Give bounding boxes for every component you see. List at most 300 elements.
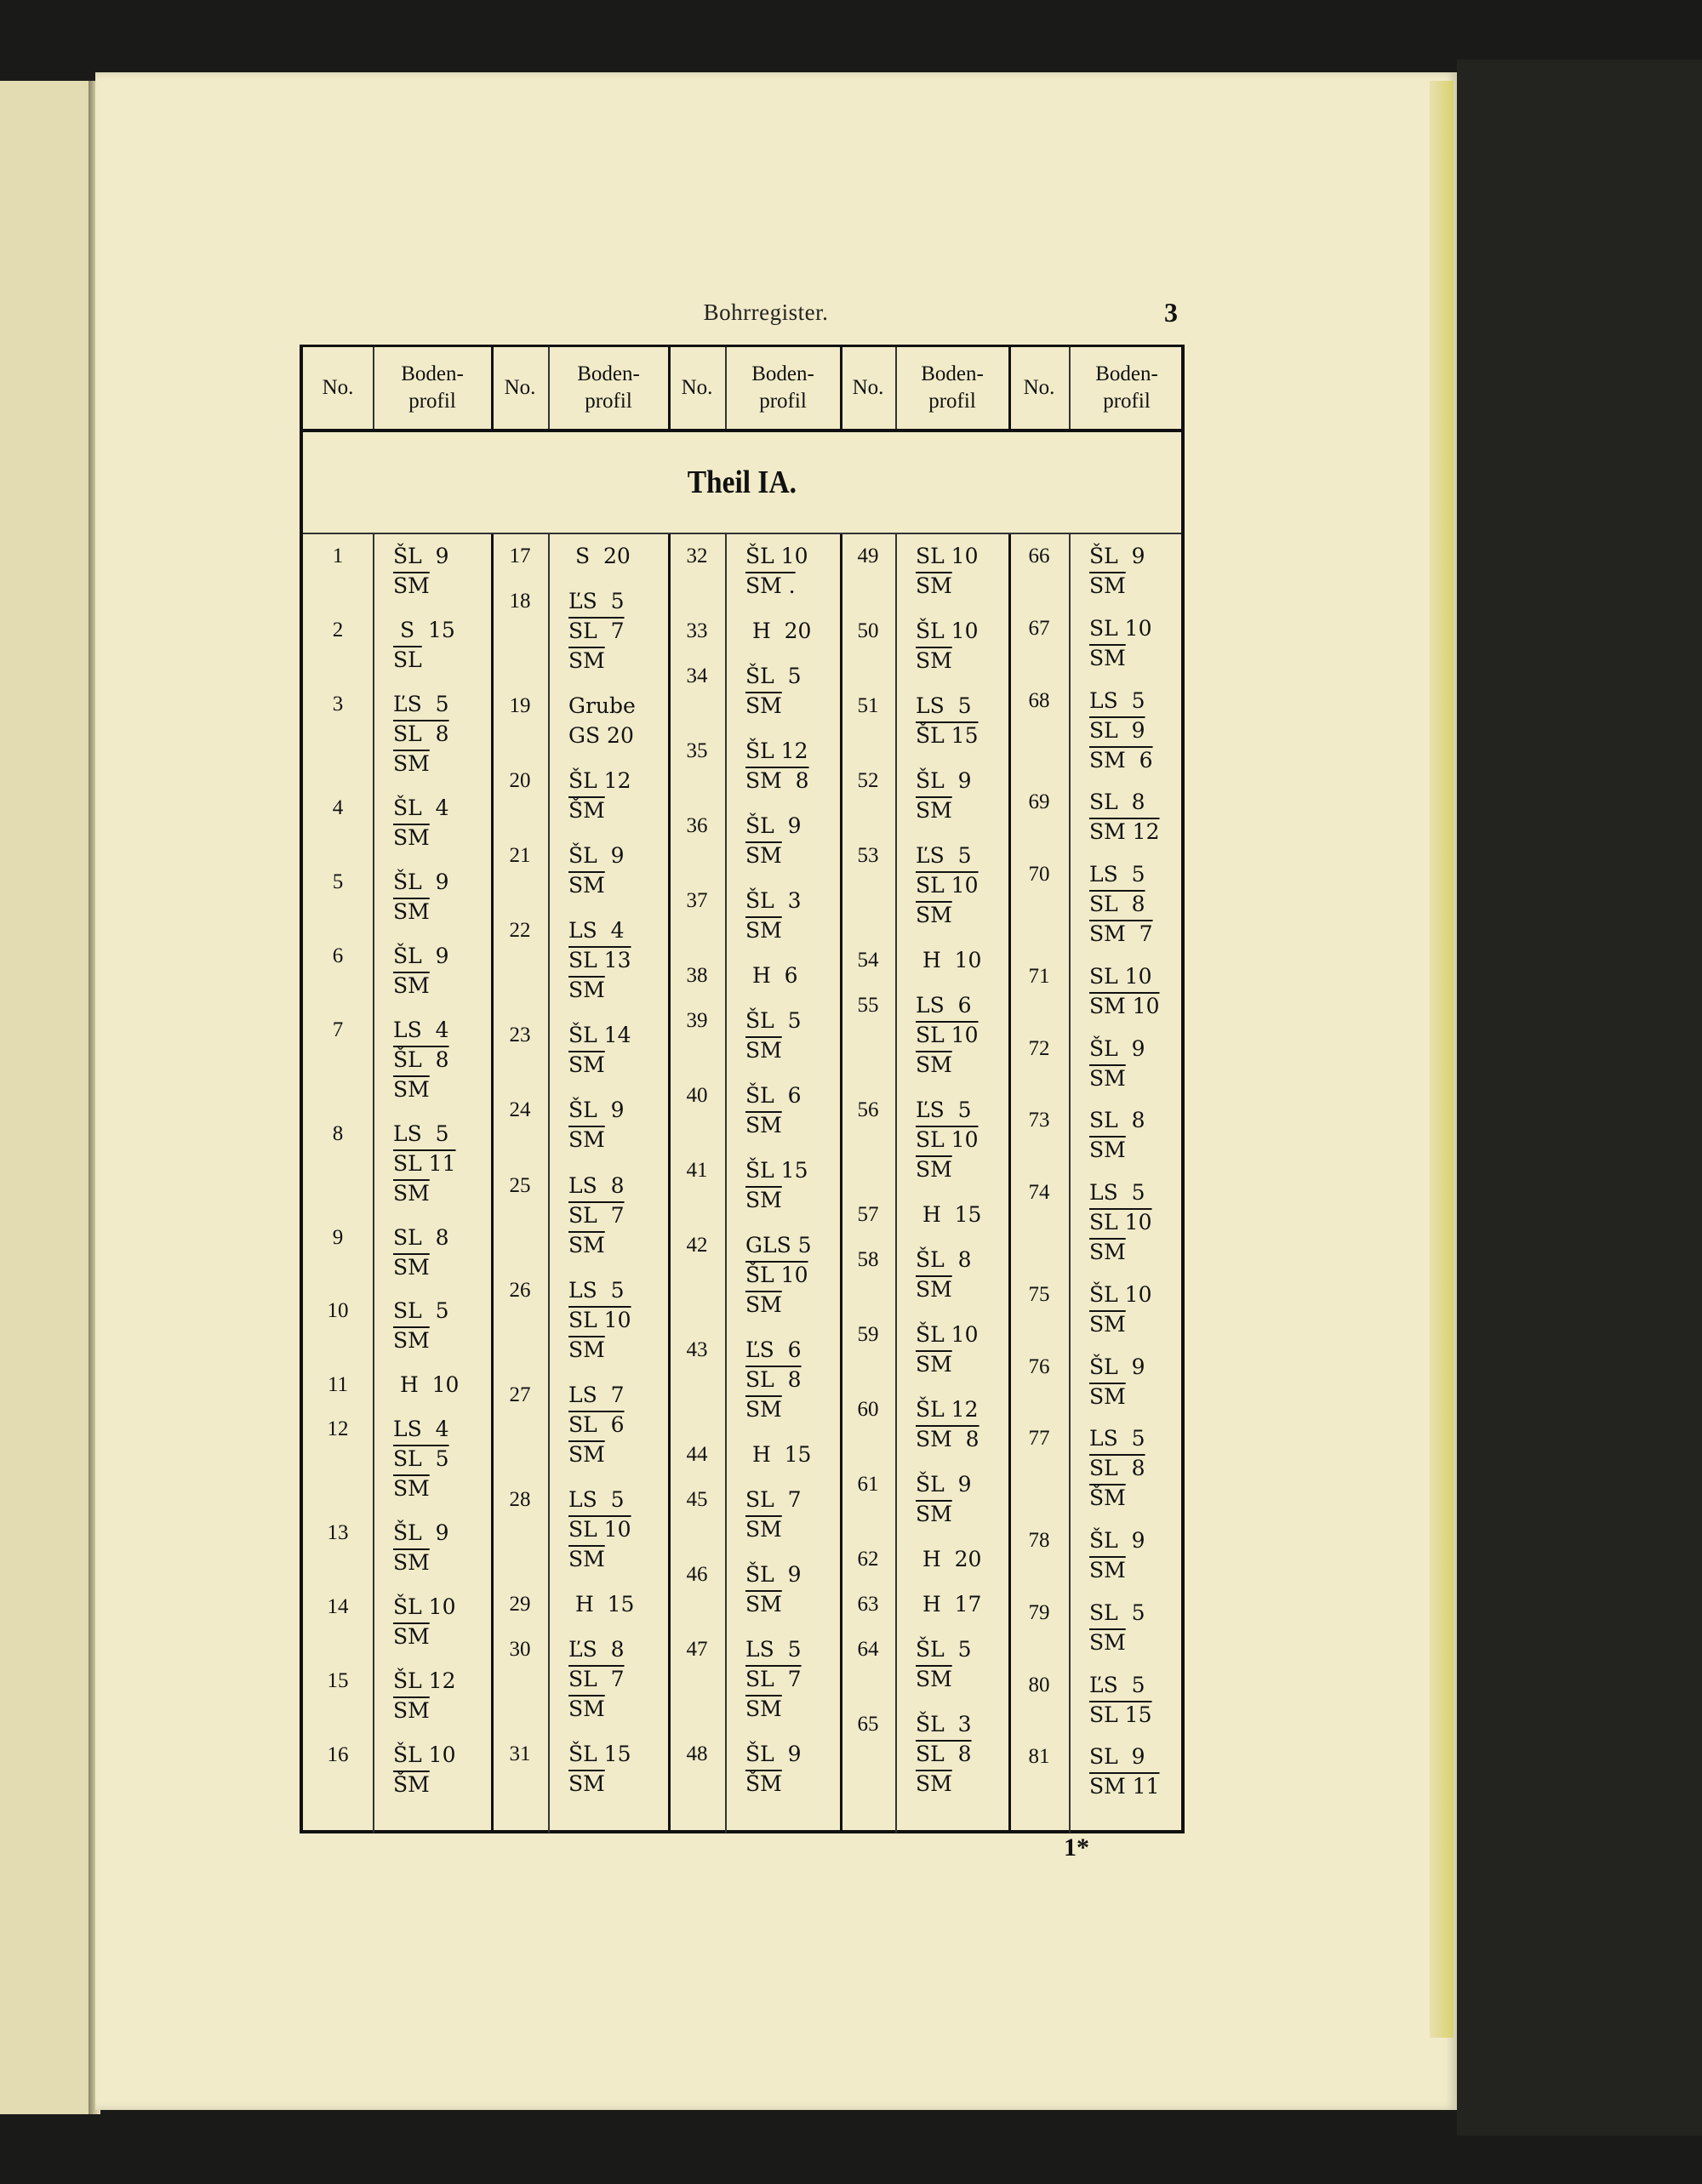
layer-text: GLS 5 [745, 1233, 812, 1257]
layer-text: ŠL 9 [393, 943, 449, 968]
soil-profile [393, 1414, 449, 1503]
profile-layer [916, 1739, 972, 1769]
entry-number: 24 [509, 1098, 531, 1122]
layer-text: ŠL 10 [745, 1263, 808, 1287]
layer-text: $\overline{SM}$ [916, 573, 952, 598]
profile-layer [916, 1320, 979, 1349]
profile-layer [568, 766, 631, 795]
layer-text: SM 10 [1089, 993, 1160, 1018]
entry-number: 26 [509, 1278, 531, 1302]
profile-layer [745, 1230, 812, 1260]
soil-profile [745, 1230, 812, 1320]
layer-text: H 15 [916, 1202, 982, 1227]
column-divider [548, 534, 550, 1833]
profile-layer [916, 1424, 980, 1454]
profile-layer [745, 1514, 802, 1544]
layer-text: SL 13 [568, 948, 631, 973]
layer-text: $\overline{SM}$ [568, 1771, 605, 1796]
layer-text: SM 7 [1089, 921, 1153, 946]
profile-layer [393, 749, 449, 778]
layer-text: SL 10 [916, 1023, 979, 1047]
entry-number: 48 [686, 1742, 708, 1765]
layer-text: ŠL 10 [916, 619, 979, 643]
profile-layer [1089, 1207, 1152, 1237]
profile-layer [1089, 1670, 1152, 1700]
soil-profile [1089, 1034, 1145, 1093]
soil-profile [916, 766, 972, 825]
layer-text: $\overline{SM}$ [393, 573, 430, 598]
layer-text: ĽS 5 [1089, 1672, 1145, 1697]
entry-number: 31 [509, 1742, 531, 1765]
profile-layer [1089, 1771, 1159, 1801]
profile-layer [393, 1178, 456, 1208]
layer-text: $\overline{SM}$ [916, 1277, 952, 1302]
soil-profile [1089, 613, 1152, 673]
layer-text: $\overline{SM}$ [568, 1127, 605, 1153]
entry-number: 77 [1028, 1427, 1050, 1451]
layer-text: $\overline{SM}$ [745, 1592, 782, 1617]
header-profile: Boden- profil [401, 362, 464, 413]
layer-text: $\overline{SM}$ [568, 1441, 605, 1467]
layer-text: H 10 [393, 1372, 460, 1398]
profile-layer [1089, 1483, 1145, 1513]
profile-layer [916, 1634, 972, 1664]
profile-layer [393, 1075, 449, 1104]
entry-number: 63 [857, 1593, 879, 1616]
layer-text: SL 8 [1089, 1108, 1145, 1133]
header-profile: Boden- profil [1095, 362, 1158, 413]
layer-text: $\overline{SM}$ [1089, 645, 1126, 670]
layer-text: S 20 [568, 544, 631, 568]
entry-number: 45 [686, 1488, 708, 1511]
profile-layer [568, 945, 631, 975]
layer-text: $\overline{SM}$ [1089, 573, 1126, 598]
soil-profile [916, 990, 979, 1080]
entry-number: 75 [1028, 1282, 1050, 1306]
profile-layer [393, 1548, 449, 1577]
soil-profile [745, 1739, 802, 1799]
header-no: No. [1023, 375, 1055, 399]
layer-text: ŠL 9 [1089, 1354, 1145, 1379]
soil-profile [568, 1739, 631, 1799]
profile-layer [916, 1155, 979, 1184]
profile-layer [1089, 859, 1153, 889]
layer-text: SM 12 [1089, 819, 1160, 845]
profile-layer [1089, 1453, 1145, 1483]
entry-number: 37 [686, 889, 708, 912]
soil-profile [916, 841, 979, 930]
entry-number: 74 [1028, 1181, 1050, 1204]
profile-layer [393, 823, 449, 853]
soil-profile [916, 1469, 972, 1529]
column-divider [1069, 534, 1071, 1833]
entry-number: 22 [509, 919, 531, 943]
layer-text: ŠL 9 [1089, 544, 1145, 568]
layer-text: LS 8 [568, 1172, 625, 1198]
profile-layer [393, 941, 449, 971]
profile-layer [745, 961, 798, 990]
layer-text: SL 10 [568, 1516, 631, 1542]
profile-layer [916, 766, 972, 795]
soil-profile [1089, 859, 1153, 949]
layer-text: SL 7 [568, 619, 625, 644]
layer-text: ŠL 3 [745, 888, 802, 913]
soil-profile [393, 1119, 456, 1208]
layer-text: ŠL 15 [916, 723, 979, 748]
soil-profile [568, 841, 625, 900]
soil-profile [916, 1245, 972, 1304]
profile-layer [916, 1050, 979, 1080]
entry-number: 47 [686, 1638, 708, 1661]
profile-layer [568, 1514, 631, 1544]
profile-layer [1089, 1598, 1145, 1628]
entry-number: 57 [857, 1203, 879, 1226]
layer-text: SL 10 [916, 544, 979, 568]
layer-text: $\overline{SM}$ [568, 1052, 605, 1078]
entry-number: 58 [857, 1248, 879, 1271]
group-divider [1008, 534, 1011, 1833]
soil-profile [393, 1740, 456, 1799]
profile-layer [745, 766, 809, 795]
entry-number: 29 [509, 1592, 531, 1616]
column-divider [725, 534, 727, 1833]
entry-number: 19 [509, 694, 531, 718]
profile-layer [745, 1485, 802, 1514]
layer-text: ŠL 9 [916, 768, 972, 793]
soil-profile [916, 1320, 979, 1379]
layer-text: LS 5 [1089, 1426, 1145, 1451]
layer-text: $\overline{SM}$ [745, 1696, 782, 1721]
profile-layer [393, 1474, 449, 1503]
entry-number: 27 [509, 1383, 531, 1406]
soil-profile [568, 1275, 631, 1365]
profile-layer [916, 1095, 979, 1125]
bore-register-table [300, 345, 1185, 1833]
profile-layer [916, 870, 979, 900]
entry-number: 73 [1028, 1109, 1050, 1132]
column-divider [1069, 347, 1071, 429]
entry-number: 17 [509, 545, 531, 567]
running-header: Bohrregister. [703, 299, 829, 325]
layer-text: $\overline{SM}$ [1089, 1240, 1126, 1264]
soil-profile [393, 615, 455, 675]
profile-layer [916, 1125, 979, 1155]
profile-layer [916, 1020, 979, 1050]
entry-number: 39 [686, 1009, 708, 1032]
soil-profile [916, 1634, 972, 1694]
layer-text: $\overline{SL}$ [393, 647, 422, 672]
layer-text: ŠL 4 [393, 795, 449, 820]
layer-text: ŠL 9 [1089, 1528, 1145, 1553]
profile-layer [1089, 1105, 1145, 1135]
layer-text: $\overline{SM}$ [393, 1624, 430, 1650]
profile-layer [568, 1410, 625, 1440]
layer-text: LS 5 [393, 1121, 449, 1146]
profile-layer [393, 1370, 459, 1400]
layer-text: $\overline{SM}$ [568, 1696, 605, 1721]
layer-text: SL 11 [393, 1150, 456, 1176]
entry-number: 68 [1028, 688, 1050, 712]
soil-profile [745, 886, 802, 945]
entry-number: 50 [857, 619, 879, 642]
soil-profile [916, 541, 979, 601]
group-divider [491, 534, 494, 1833]
profile-layer [1089, 1034, 1145, 1063]
profile-layer [1089, 1742, 1159, 1771]
entry-number: 59 [857, 1323, 879, 1346]
layer-text: H 15 [568, 1591, 635, 1617]
profile-layer [393, 689, 449, 719]
profile-layer [393, 1326, 449, 1355]
layer-text: ŠL 9 [393, 1520, 449, 1546]
profile-layer [916, 945, 981, 975]
layer-text: ŠL 9 [745, 1562, 802, 1587]
layer-text: $\overline{SM}$ [568, 1337, 605, 1362]
soil-profile [393, 1518, 449, 1577]
profile-layer [393, 541, 449, 571]
entry-number: 30 [509, 1637, 531, 1661]
profile-layer [1089, 1063, 1145, 1093]
profile-layer [568, 691, 636, 721]
entry-number: 9 [332, 1225, 344, 1249]
group-divider [491, 347, 494, 429]
profile-layer [568, 1380, 625, 1410]
entry-number: 5 [332, 870, 344, 893]
layer-text: SL 5 [1089, 1600, 1145, 1625]
profile-layer [1089, 613, 1152, 643]
layer-text: $\overline{SM}$ [393, 1180, 430, 1206]
layer-text: $\overline{SM}$ [568, 648, 605, 674]
profile-layer [568, 841, 625, 870]
layer-text: SM 11 [1089, 1774, 1160, 1799]
layer-text: ĽS 5 [916, 1098, 972, 1122]
profile-layer [568, 1589, 634, 1619]
profile-layer [393, 1223, 449, 1252]
soil-profile [745, 736, 809, 795]
profile-layer [745, 616, 811, 646]
header-profile: Boden- profil [751, 362, 814, 413]
layer-text: $\overline{SM}$ [568, 1546, 605, 1571]
soil-profile [745, 811, 802, 870]
profile-layer [393, 1770, 456, 1799]
soil-profile [916, 1095, 979, 1184]
profile-layer [1089, 1237, 1152, 1267]
layer-text: $\overline{SM}$ [916, 1502, 952, 1526]
profile-layer [393, 1740, 456, 1770]
profile-layer [916, 900, 979, 930]
layer-text: $\overline{ŠM}$ [1089, 1485, 1126, 1511]
profile-layer [393, 1518, 449, 1548]
profile-layer [393, 719, 449, 749]
profile-layer [745, 1185, 808, 1215]
layer-text: $\overline{SM}$ [745, 918, 782, 943]
layer-text: LS 5 [916, 693, 972, 718]
layer-text: $\overline{SM}$ [393, 898, 430, 924]
layer-text: SL 6 [568, 1411, 625, 1437]
profile-layer [916, 1394, 980, 1424]
profile-layer [916, 646, 979, 676]
soil-profile [1089, 961, 1159, 1021]
header-no: No. [504, 375, 536, 399]
profile-layer [1089, 817, 1159, 847]
soil-profile [393, 793, 449, 853]
entry-number: 81 [1028, 1745, 1050, 1769]
entry-number: 16 [327, 1743, 349, 1767]
layer-text: $\overline{SM}$ [916, 1352, 952, 1377]
profile-layer [916, 1245, 972, 1274]
page-edge [1430, 81, 1454, 2038]
entry-number: 67 [1028, 616, 1050, 640]
layer-text: LS 5 [1089, 862, 1145, 887]
entry-number: 2 [332, 618, 344, 642]
soil-profile [745, 1335, 802, 1424]
layer-text: ŠL 15 [745, 1158, 808, 1183]
soil-profile [745, 616, 811, 646]
layer-text: ŠL 12 [745, 738, 808, 763]
soil-profile [916, 945, 981, 975]
profile-layer [1089, 889, 1153, 919]
entry-number: 21 [509, 844, 531, 868]
entry-number: 18 [509, 590, 531, 613]
profile-layer [393, 1045, 449, 1075]
profile-layer [745, 1694, 802, 1724]
entry-number: 10 [327, 1299, 349, 1323]
profile-layer [1089, 686, 1153, 716]
profile-layer [393, 1622, 456, 1651]
layer-text: $\overline{SM}$ [916, 1771, 952, 1796]
profile-layer [1089, 716, 1153, 745]
layer-text: LS 5 [568, 1486, 625, 1512]
entry-number: 6 [332, 944, 344, 967]
profile-layer [568, 1125, 625, 1155]
profile-layer [745, 1560, 802, 1589]
profile-layer [745, 886, 802, 915]
profile-layer [393, 1444, 449, 1474]
profile-layer [393, 645, 455, 675]
entry-number: 70 [1028, 863, 1050, 886]
soil-profile [916, 691, 979, 750]
entry-number: 76 [1028, 1354, 1050, 1378]
soil-profile [745, 661, 802, 721]
profile-layer [916, 1274, 972, 1304]
profile-layer [568, 1230, 625, 1260]
layer-text: $\overline{SM}$ [916, 1667, 952, 1691]
entry-number: 71 [1028, 964, 1050, 988]
layer-text: $\overline{SM}$ [745, 1113, 782, 1138]
profile-layer [745, 1006, 802, 1035]
soil-profile [393, 867, 449, 927]
profile-layer [393, 1696, 456, 1725]
layer-text: LS 5 [568, 1277, 625, 1303]
profile-layer [916, 1469, 972, 1499]
profile-layer [568, 1020, 631, 1050]
profile-layer [568, 1050, 631, 1080]
entry-number: 8 [332, 1121, 344, 1145]
entry-number: 34 [686, 664, 708, 687]
soil-profile [745, 1006, 802, 1065]
layer-text: $\overline{SM}$ [1089, 1138, 1126, 1163]
layer-text: H 15 [745, 1442, 812, 1467]
layer-text: ŠL 9 [916, 1472, 972, 1497]
profile-layer [393, 1252, 449, 1282]
layer-text: ŠL 9 [393, 544, 449, 568]
profile-layer [568, 1200, 625, 1230]
soil-profile [568, 1095, 625, 1155]
soil-profile [745, 1485, 802, 1544]
soil-profile [568, 915, 631, 1005]
column-divider [895, 534, 897, 1833]
layer-text: $\overline{SM}$ [745, 693, 782, 718]
profile-layer [745, 1634, 802, 1664]
group-divider [1008, 347, 1011, 429]
soil-profile [568, 586, 625, 676]
table-header [303, 347, 1181, 432]
profile-layer [1089, 541, 1145, 571]
soil-profile [568, 691, 636, 750]
soil-profile [745, 1440, 811, 1469]
profile-layer [568, 646, 625, 676]
book-cover [1457, 60, 1702, 2136]
profile-layer [745, 1035, 802, 1065]
layer-text: SL 9 [1089, 1744, 1145, 1770]
profile-layer [1089, 1555, 1145, 1585]
entry-number: 55 [857, 994, 879, 1017]
profile-layer [393, 1414, 449, 1444]
entry-number: 32 [686, 545, 708, 567]
profile-layer [745, 1664, 802, 1694]
layer-text: LS 5 [745, 1637, 802, 1662]
profile-layer [745, 1394, 802, 1424]
entry-number: 35 [686, 739, 708, 762]
profile-layer [745, 1290, 812, 1320]
profile-layer [745, 841, 802, 870]
layer-text: H 20 [916, 1547, 982, 1571]
layer-text: GS 20 [568, 723, 634, 749]
layer-text: LS 6 [916, 993, 972, 1018]
entry-number: 53 [857, 844, 879, 867]
soil-profile [745, 1081, 802, 1140]
soil-profile [568, 1589, 634, 1619]
profile-layer [568, 1485, 631, 1514]
layer-text: SM . [745, 573, 796, 598]
soil-profile [1089, 1280, 1152, 1339]
layer-text: $\overline{SM}$ [568, 873, 605, 898]
profile-layer [916, 990, 979, 1020]
layer-text: $\overline{SM}$ [393, 1076, 430, 1102]
entry-number: 36 [686, 814, 708, 837]
layer-text: ŠL 5 [916, 1637, 972, 1662]
layer-text: SL 8 [393, 721, 449, 746]
soil-profile [1089, 686, 1153, 775]
profile-layer [393, 1015, 449, 1045]
soil-profile [1089, 1423, 1145, 1513]
profile-layer [393, 571, 449, 601]
layer-text: H 6 [745, 963, 798, 988]
soil-profile [1089, 1670, 1152, 1730]
soil-profile [745, 961, 798, 990]
column-divider [373, 347, 374, 429]
layer-text: SL 8 [745, 1367, 802, 1392]
layer-text: $\overline{SM}$ [745, 1517, 782, 1542]
profile-layer [393, 1592, 456, 1622]
soil-profile [916, 616, 979, 676]
entry-number: 14 [327, 1595, 349, 1619]
profile-layer [393, 1149, 456, 1178]
layer-text: ŠL 10 [393, 1594, 456, 1620]
profile-layer [568, 1544, 631, 1574]
layer-text: $\overline{SM}$ [745, 1188, 782, 1212]
entry-number: 23 [509, 1024, 531, 1047]
